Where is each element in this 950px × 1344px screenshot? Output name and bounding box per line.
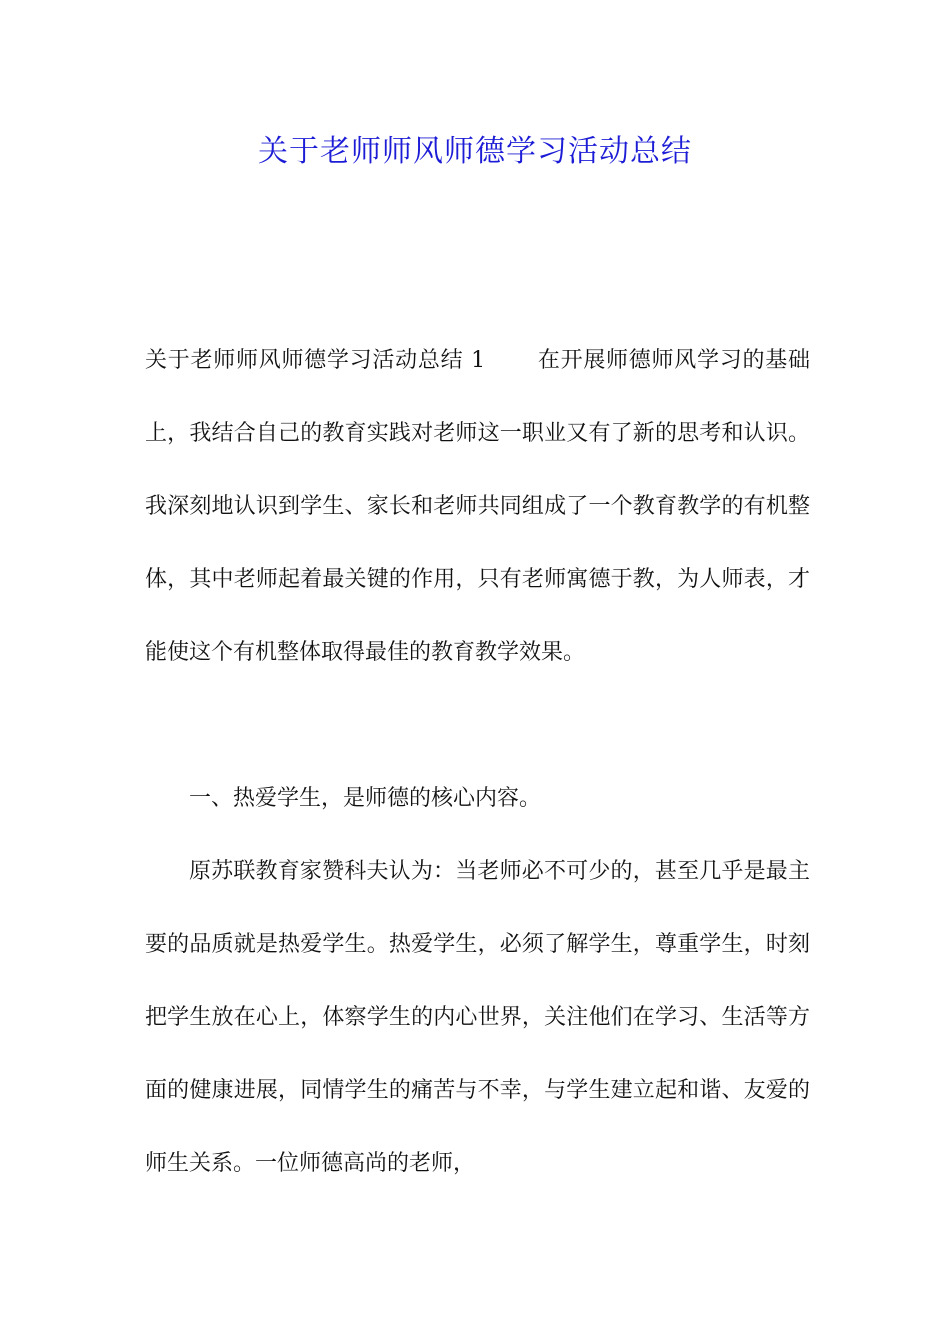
paragraph-intro-heading: 关于老师师风师德学习活动总结 1 xyxy=(145,348,486,373)
paragraph-intro xyxy=(145,324,810,689)
paragraph-section-heading: 一、热爱学生，是师德的核心内容。 xyxy=(189,786,542,811)
paragraph-intro-text: 在开展师德师风学习的基础上，我结合自己的教育实践对老师这一职业又有了新的思考和认识。我深刻地认识到学生、家长和老师共同组成了一个教育教学的有机整体，其中老师起着最关键的作用，只有老师寓德于教，为人师表，才能使这个有机整体取得最佳的教育教学效果。 xyxy=(145,348,810,665)
paragraph-body: 原苏联教育家赞科夫认为：当老师必不可少的，甚至几乎是最主要的品质就是热爱学生。热爱学生，必须了解学生，尊重学生，时刻把学生放在心上，体察学生的内心世界，关注他们在学习、生活等方面的健康进展，同情学生的痛苦与不幸，与学生建立起和谐、友爱的师生关系。一位师德高尚的老师， xyxy=(145,859,810,1176)
document-title: 关于老师师风师德学习活动总结 xyxy=(258,134,692,169)
